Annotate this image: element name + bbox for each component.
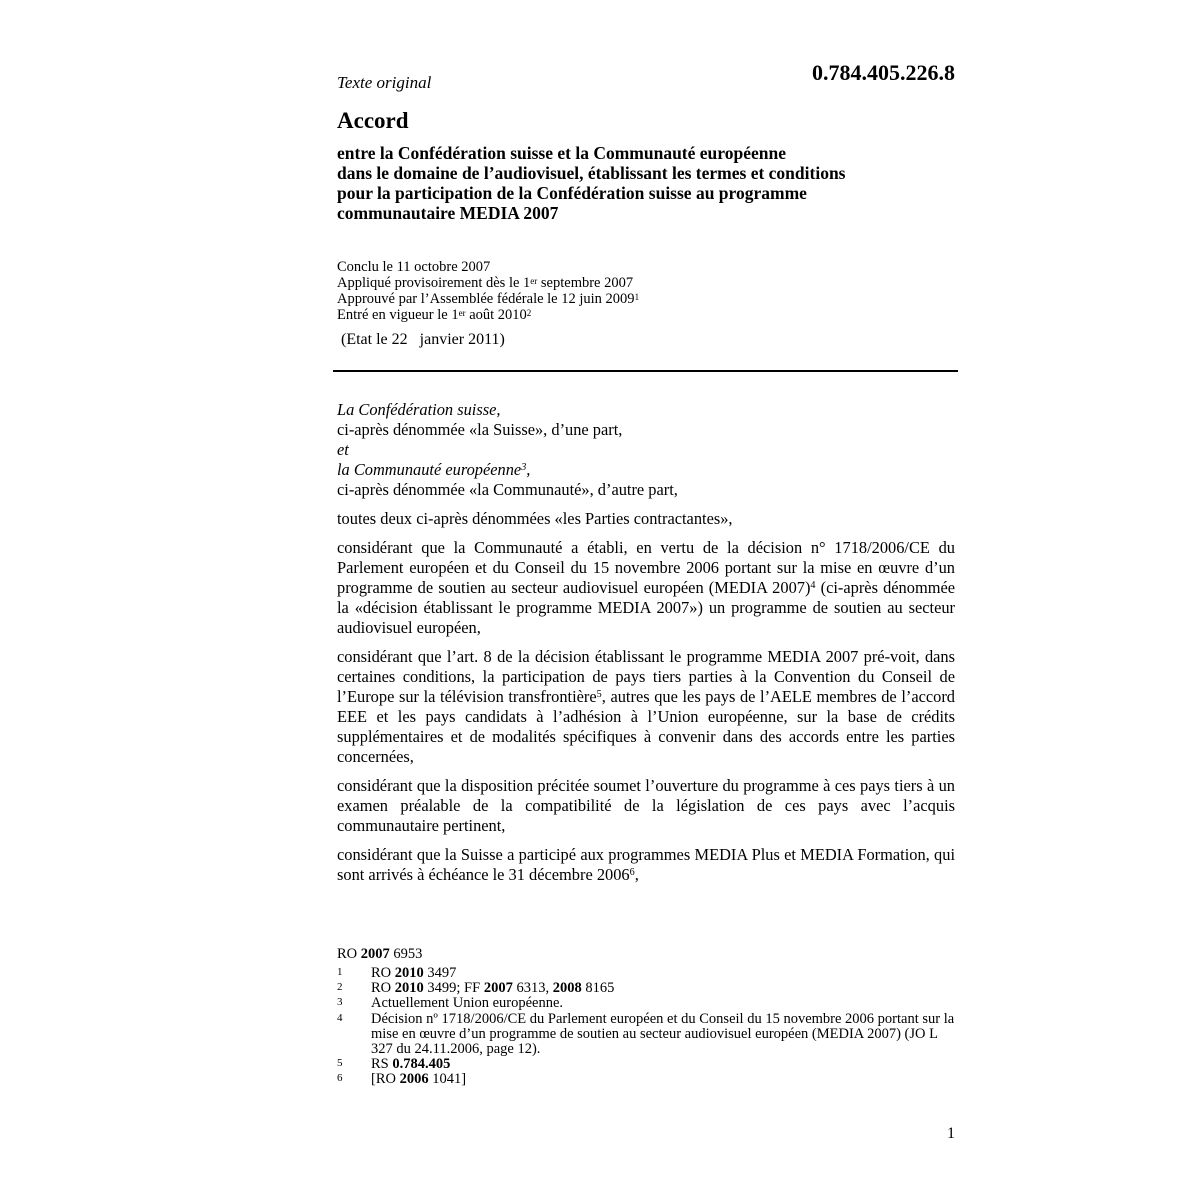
recital-1: considérant que la Communauté a établi, en vertu de la décision n° 1718/2006/CE du Parlement européen et du Conseil du 15 novembre 2006 portant sur la mise en œuvre d’un programme de soutien au secteur audiovisuel européen (MEDIA 2007)$^4$ (ci-après dénommée la «décision établissant le programme MEDIA 2007») un programme de soutien au secteur audiovisuel européen, bbox=[337, 538, 955, 637]
party-two-description: ci-après dénommée «la Communauté», d’autre part, bbox=[337, 480, 678, 499]
footnote-ref: 6 bbox=[629, 867, 635, 878]
subtitle-line: pour la participation de la Confédération suisse au programme bbox=[337, 183, 807, 203]
preamble bbox=[337, 400, 955, 885]
conjunction: et bbox=[337, 440, 349, 459]
footnotes bbox=[337, 966, 957, 1088]
provisional-application-date: Appliqué provisoirement dès le 1er septembre 2007 bbox=[337, 275, 634, 291]
footnote: 3 Actuellement Union européenne. bbox=[337, 995, 564, 1012]
recital-4: considérant que la Suisse a participé aux programmes MEDIA Plus et MEDIA Formation, qui sont arrivés à échéance le 31 décembre 2006$^6$, bbox=[337, 845, 955, 884]
official-compilation-reference: RO 2007 6953 bbox=[337, 946, 423, 962]
party-one: La Confédération suisse, bbox=[337, 400, 501, 419]
footnote-ref: 3 bbox=[521, 462, 527, 473]
footnote: 6 [RO 2006 1041] bbox=[337, 1071, 467, 1088]
recital-3: considérant que la disposition précitée soumet l’ouverture du programme à ces pays tiers à un examen préalable de la compatibilité de la législation de ces pays avec l’acquis communautaire pertinent, bbox=[337, 776, 955, 835]
concluded-date: Conclu le 11 octobre 2007 bbox=[337, 259, 491, 275]
document-number: 0.784.405.226.8 bbox=[812, 60, 955, 85]
footnote-ref: 1 bbox=[634, 292, 640, 302]
subtitle-line: communautaire MEDIA 2007 bbox=[337, 203, 559, 223]
document-title: Accord bbox=[337, 108, 409, 133]
party-one-description: ci-après dénommée «la Suisse», d’une part, bbox=[337, 420, 623, 439]
footnote: 4 Décision nº 1718/2006/CE du Parlement européen et du Conseil du 15 novembre 2006 portant sur la mise en œuvre d’un programme de soutien au secteur audiovisuel européen (MEDIA 2007) (JO L 327 du 24.11.2006, page 12). bbox=[337, 1010, 955, 1058]
footnote: 1 RO 2010 3497 bbox=[337, 965, 457, 981]
footnote: 2 RO 2010 3499; FF 2007 6313, 2008 8165 bbox=[337, 980, 615, 997]
document-subtitle bbox=[337, 143, 977, 223]
subtitle-line: dans le domaine de l’audiovisuel, établissant les termes et conditions bbox=[337, 163, 846, 183]
party-two: la Communauté européenne$^3$, bbox=[337, 460, 531, 479]
horizontal-rule bbox=[333, 370, 958, 372]
approval-date: Approuvé par l’Assemblée fédérale le 12 juin 2009$^1$ bbox=[337, 291, 640, 307]
status-date: (Etat le 22 janvier 2011) bbox=[341, 331, 505, 348]
subtitle-line: entre la Confédération suisse et la Communauté européenne bbox=[337, 143, 786, 163]
footnote-ref: 5 bbox=[596, 689, 602, 700]
footnote-ref: 4 bbox=[810, 580, 816, 591]
contracting-parties: toutes deux ci-après dénommées «les Parties contractantes», bbox=[337, 509, 733, 528]
original-text-label: Texte original bbox=[337, 73, 432, 92]
dates-block bbox=[337, 259, 639, 323]
footnote: 5 RS 0.784.405 bbox=[337, 1056, 451, 1073]
footnote-ref: 2 bbox=[526, 308, 532, 318]
recital-2: considérant que l’art. 8 de la décision établissant le programme MEDIA 2007 pré-voit, dans certaines conditions, la participation de pays tiers parties à la Convention du Conseil de l’Europe sur la télévision transfrontière$^5$, autres que les pays de l’AELE membres de l’accord EEE et les pays candidats à l’adhésion à l’Union européenne, sur la base de crédits supplémentaires et de modalités spécifiques à convenir dans des accords entre les parties concernées, bbox=[337, 647, 956, 766]
page-number: 1 bbox=[947, 1125, 955, 1142]
entry-into-force-date: Entré en vigueur le 1er août 2010$^2$ bbox=[337, 307, 532, 323]
